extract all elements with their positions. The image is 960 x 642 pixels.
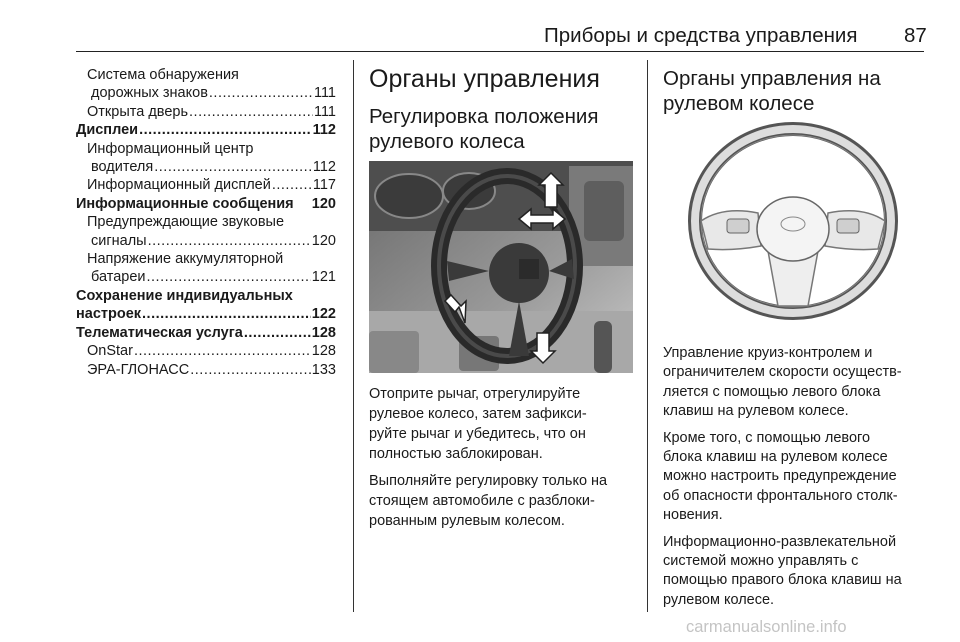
toc-entry[interactable]: сигналы ..... 120 bbox=[76, 232, 336, 250]
toc-section[interactable]: Информационные сообщения 120 bbox=[76, 195, 336, 212]
toc-entry[interactable]: Открыта дверь ..... 111 bbox=[76, 103, 336, 121]
toc-entry[interactable]: водителя ..... 112 bbox=[76, 158, 336, 176]
header-rule bbox=[76, 51, 924, 52]
toc-section[interactable]: Телематическая услуга ..... 128 bbox=[76, 324, 336, 342]
section-subtitle: Регулировка положения рулевого колеса bbox=[369, 105, 599, 153]
middle-column-body bbox=[369, 384, 637, 538]
toc-entry-title: Предупреждающие звуковые bbox=[87, 214, 285, 231]
section-title: Органы управления на рулевом колесе bbox=[663, 67, 881, 115]
watermark: carmanualsonline.info bbox=[686, 618, 847, 636]
right-column-header bbox=[663, 66, 925, 116]
paragraph: Выполняйте регулировку только на стоящем автомобиле с разблоки- рованным рулевым колесом. bbox=[369, 473, 608, 529]
paragraph: Кроме того, с помощью левого блока клавиш на рулевом колесе можно настроить предупреждение об опасности фронтального столк- новения. bbox=[663, 429, 898, 524]
toc-entry[interactable]: дорожных знаков ..... 111 bbox=[76, 84, 336, 102]
toc-entry-title: Система обнаружения bbox=[87, 67, 239, 83]
section-title: Органы управления bbox=[369, 65, 600, 93]
steering-wheel-controls-illustration bbox=[663, 121, 925, 331]
toc-entry[interactable]: ЭРА-ГЛОНАСС ..... 133 bbox=[76, 361, 336, 379]
right-column-body bbox=[663, 344, 929, 617]
column-divider-right bbox=[647, 60, 648, 612]
toc-entry-title: Информационный центр bbox=[87, 140, 254, 157]
paragraph: Управление круиз-контролем и ограничителем скорости осуществ- ляется с помощью левого блока клавиш на рулевом колесе. bbox=[663, 345, 902, 420]
table-of-contents bbox=[76, 66, 336, 379]
toc-entry[interactable]: батареи ..... 121 bbox=[76, 268, 336, 286]
toc-section[interactable]: настроек ..... 122 bbox=[76, 305, 336, 323]
toc-entry[interactable]: Информационный дисплей ..... 117 bbox=[76, 176, 336, 194]
toc-section[interactable]: Дисплеи ..... 112 bbox=[76, 121, 336, 139]
page-number: 87 bbox=[904, 24, 927, 47]
middle-column-header bbox=[369, 64, 635, 154]
steering-adjustment-illustration bbox=[369, 161, 633, 373]
toc-entry[interactable]: OnStar ..... 128 bbox=[76, 342, 336, 360]
page-header-title: Приборы и средства управления bbox=[544, 24, 858, 47]
toc-section-title: Сохранение индивидуальных bbox=[76, 287, 293, 304]
paragraph: Информационно-развлекательной системой можно управлять с помощью правого блока клавиш на рулевом колесе. bbox=[663, 533, 902, 608]
paragraph: Отоприте рычаг, отрегулируйте рулевое колесо, затем зафикси- руйте рычаг и убедитесь, что он полностью заблокирован. bbox=[369, 386, 587, 462]
column-divider-left bbox=[353, 60, 354, 612]
toc-entry-title: Напряжение аккумуляторной bbox=[87, 251, 284, 268]
